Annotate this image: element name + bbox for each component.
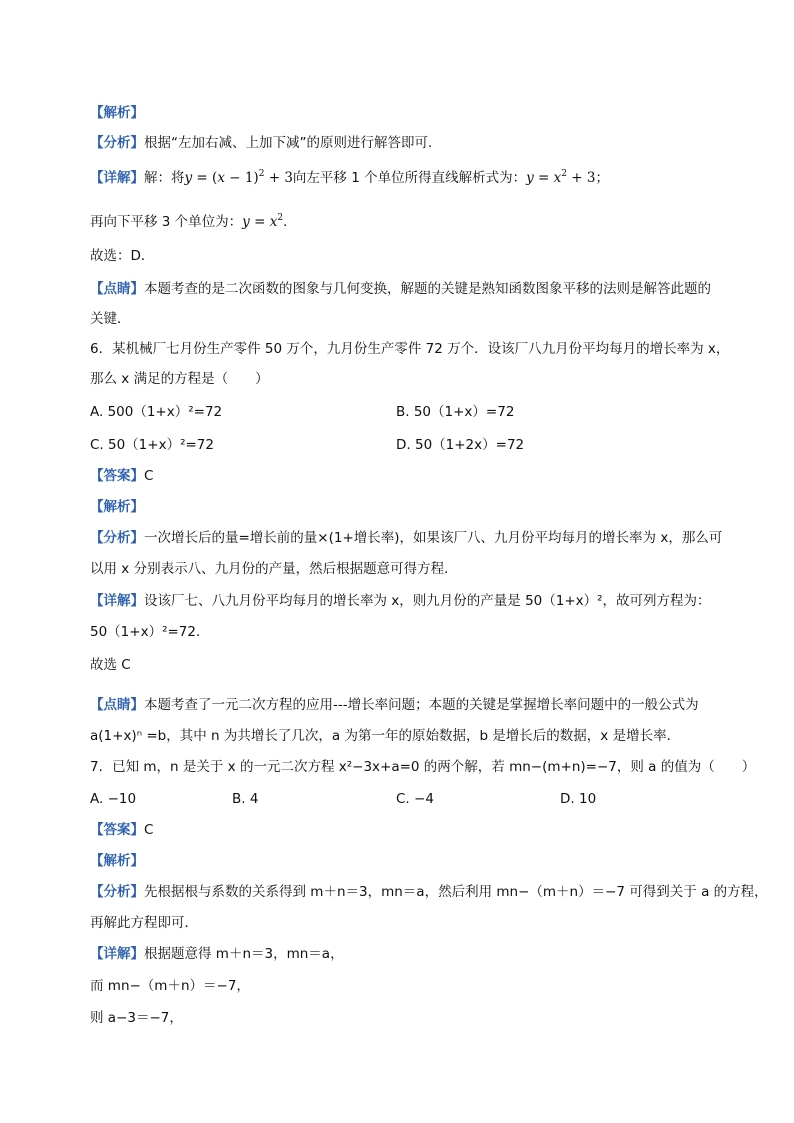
q7-option-c: C. −4 [396,791,434,807]
q7-detail: 【详解】根据题意得 m＋n＝3，mn＝a， [90,946,344,962]
q5-comment: 【点睛】本题考查的是二次函数的图象与几何变换，解题的关键是熟知函数图象平移的法则是解答此题的 [90,281,711,297]
q6-fenxi: 【分析】一次增长后的量=增长前的量×(1+增长率)，如果该厂八、九月份平均每月的增长率为 x，那么可 [90,530,723,546]
detail-tag: 【详解】 [90,170,144,186]
q5-fenxi-text: 根据“左加右减、上加下减”的原则进行解答即可． [144,135,442,151]
q6-choice: 故选 C [90,657,131,673]
q6-comment: 【点睛】本题考查了一元二次方程的应用---增长率问题；本题的关键是掌握增长率问题中的一般公式为 [90,697,699,713]
q5-equation-shifted-left: $y = x^2 + 3$ [526,169,596,186]
q7-option-b: B. 4 [232,791,259,807]
q7-fenxi-line2: 再解此方程即可． [90,915,198,931]
q5-comment-line2: 关键． [90,311,131,327]
q5-fenxi [90,133,734,153]
q6-options-row1 [90,402,734,422]
q6-detail-line2: 50（1+x）²=72． [90,624,210,640]
q5-analysis-heading [90,103,734,123]
q5-choice: 故选：D． [90,248,155,264]
q6-stem-line2: 那么 x 满足的方程是（ ） [90,371,269,387]
q6-option-d: D. 50（1+2x）=72 [396,437,525,453]
q6-stem: 6．某机械厂七月份生产零件 50 万个，九月份生产零件 72 万个．设该厂八九月份平均每月的增长率为 x， [90,341,730,357]
q7-analysis-heading: 【解析】 [90,853,144,869]
q6-option-a: A. 500（1+x）²=72 [90,404,223,420]
q6-comment-line2: a(1+x)ⁿ =b，其中 n 为共增长了几次，a 为第一年的原始数据，b 是增长后的数据，x 是增长率． [90,728,681,744]
q7-option-a: A. −10 [90,791,137,807]
q7-detail-line2: 而 mn−（m＋n）＝−7， [90,978,250,994]
q5-detail-line2: 再向下平移 3 个单位为：$y = x^2$． [90,213,297,230]
q7-answer: 【答案】C [90,822,154,838]
q6-option-b: B. 50（1+x）=72 [396,404,515,420]
q6-option-c: C. 50（1+x）²=72 [90,437,214,453]
q7-stem: 7．已知 m，n 是关于 x 的一元二次方程 x²−3x+a=0 的两个解，若 mn−(m+n)=−7，则 a 的值为（ ） [90,759,756,775]
q5-detail: 【详解】解：将$y = (x - 1)^2 + 3$向左平移 1 个单位所得直线解析式为：$y = x^2 + 3$； [90,169,609,186]
q6-detail: 【详解】设该厂七、八九月份平均每月的增长率为 x，则九月份的产量是 50（1+x）²，故可列方程为： [90,593,711,609]
q6-answer: 【答案】C [90,468,154,484]
q7-options [90,789,734,809]
q7-fenxi: 【分析】先根据根与系数的关系得到 m＋n＝3，mn＝a，然后利用 mn−（m＋n）＝−7 可得到关于 a 的方程， [90,884,768,900]
q6-fenxi-line2: 以用 x 分别表示八、九月份的产量，然后根据题意可得方程． [90,561,458,577]
analysis-tag: 【解析】 [90,105,144,121]
q7-detail-line3: 则 a−3＝−7， [90,1010,183,1026]
q5-equation-final: $y = x^2$ [242,213,284,230]
q5-equation-original: $y = (x - 1)^2 + 3$ [184,169,293,186]
q7-option-d: D. 10 [560,791,597,807]
comment-tag: 【点睛】 [90,281,144,297]
answer-tag: 【答案】 [90,468,144,484]
q6-options-row2 [90,435,734,455]
q6-analysis-heading: 【解析】 [90,499,144,515]
fenxi-tag: 【分析】 [90,135,144,151]
